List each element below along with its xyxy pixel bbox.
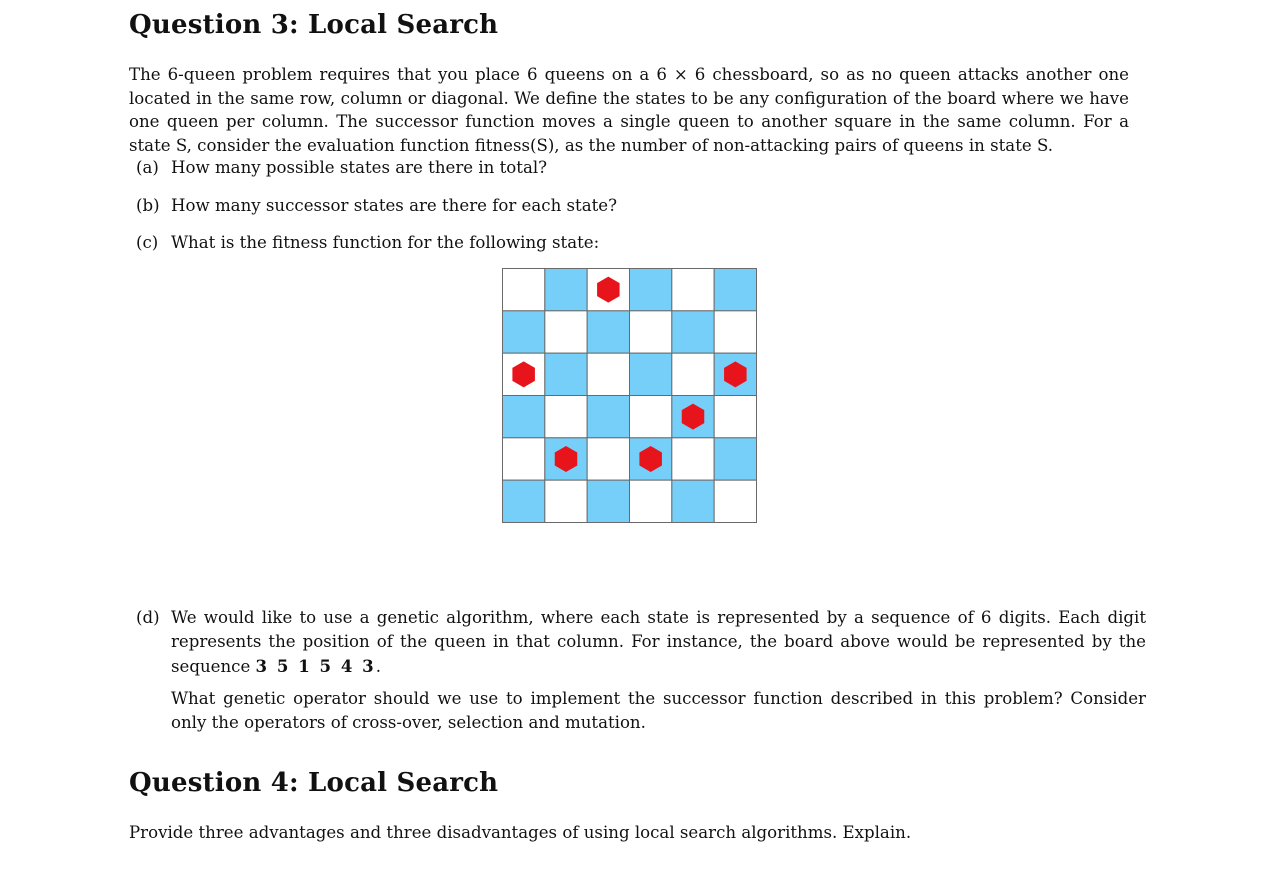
- board-square: [503, 438, 545, 480]
- board-square: [714, 311, 756, 353]
- board-square: [587, 396, 629, 438]
- question-3-item-c: [136, 231, 1146, 255]
- board-square: [545, 480, 587, 522]
- question-3-item-a: [136, 156, 1146, 180]
- sequence-example: 3 5 1 5 4 3: [255, 656, 376, 676]
- question-4-title: Question 4: Local Search: [129, 768, 499, 798]
- board-square: [503, 269, 545, 311]
- board-square: [672, 353, 714, 395]
- question-3-item-d: [136, 606, 1146, 735]
- board-square: [672, 311, 714, 353]
- item-text: What is the fitness function for the following state:: [171, 233, 600, 252]
- board-square: [714, 396, 756, 438]
- board-square: [545, 396, 587, 438]
- board-square: [587, 353, 629, 395]
- item-d-text-pre: We would like to use a genetic algorithm, where each state is represented by a sequence of 6 digits. Each digit represents the position of the queen in that column. For instance, the board above would be represented by the sequence: [171, 608, 1146, 676]
- question-3-intro: The 6-queen problem requires that you place 6 queens on a 6 × 6 chessboard, so as no queen attacks another one located in the same row, column or diagonal. We define the states to be any configuration of the board where we have one queen per column. The successor function moves a single queen to another square in the same column. For a state S, consider the evaluation function fitness(S), as the number of non-attacking pairs of queens in state S.: [129, 65, 1129, 155]
- board-square: [672, 269, 714, 311]
- item-label: (a): [136, 158, 159, 177]
- board-square: [587, 438, 629, 480]
- item-label: (b): [136, 196, 160, 215]
- item-text: How many possible states are there in total?: [171, 158, 548, 177]
- board-square: [714, 269, 756, 311]
- board-square: [503, 311, 545, 353]
- question-3-title: Question 3: Local Search: [129, 10, 499, 40]
- board-square: [630, 311, 672, 353]
- board-square: [630, 396, 672, 438]
- board-square: [545, 311, 587, 353]
- board-square: [545, 353, 587, 395]
- board-square: [714, 438, 756, 480]
- item-d-text-post: .: [375, 657, 381, 676]
- item-d-paragraph: [171, 606, 1146, 679]
- board-square: [630, 353, 672, 395]
- item-label: (d): [136, 608, 160, 627]
- item-text: [171, 606, 1146, 735]
- item-d-question: What genetic operator should we use to implement the successor function described in this problem? Consider only the operators of cross-over, selection and mutation.: [171, 689, 1146, 732]
- board-square: [545, 269, 587, 311]
- item-label: (c): [136, 233, 159, 252]
- board-square: [587, 311, 629, 353]
- board-square: [672, 438, 714, 480]
- question-4-text: Provide three advantages and three disadvantages of using local search algorithms. Explain.: [129, 823, 912, 842]
- board-square: [503, 480, 545, 522]
- board-square: [503, 396, 545, 438]
- board-square: [630, 269, 672, 311]
- board-square: [630, 480, 672, 522]
- board-square: [587, 480, 629, 522]
- board-square: [672, 480, 714, 522]
- board-square: [714, 480, 756, 522]
- question-3-item-b: [136, 194, 1146, 218]
- item-text: How many successor states are there for each state?: [171, 196, 617, 215]
- chessboard-diagram: [502, 268, 757, 523]
